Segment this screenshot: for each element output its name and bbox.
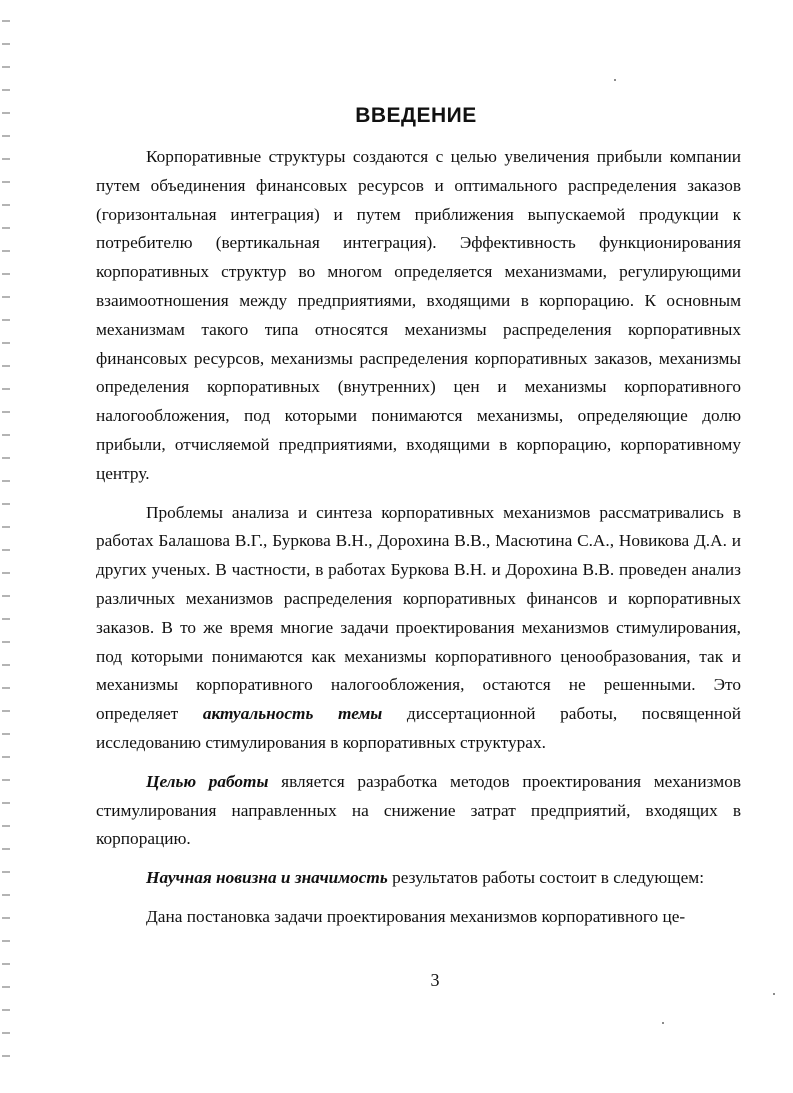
goal-emphasis: Целью работы	[146, 771, 269, 791]
scan-speck	[662, 1022, 664, 1024]
paragraph-relevance-tail: диссертационной работы, посвященной исследованию стимулирования в корпоративных структурах.	[96, 704, 742, 752]
paragraph-intro: Корпоративные структуры создаются с целью увеличения прибыли компании путем объединения финансовых ресурсов и оптимального распределения заказов (горизонтальная интеграция) и путем приближения выпускаемой продукции к потребителю (вертикальная интеграция). Эффективность функционирования корпоративных структур во многом определяется механизмами, регулирующими взаимоотношения между предприятиями, входящими в корпорацию. К основным механизмам такого типа относятся механизмы распределения корпоративных финансовых ресурсов, механизмы распределения корпоративных заказов, механизмы определения корпоративных (внутренних) цен и механизмы корпоративного налогообложения, под которыми понимаются механизмы, определяющие долю прибыли, отчисляемой предприятиями, входящими в корпорацию, корпоративному центру.	[96, 147, 741, 483]
paragraph-novelty	[96, 864, 741, 893]
page-title: ВВЕДЕНИЕ	[355, 104, 477, 127]
page-number: 3	[430, 970, 440, 990]
paragraph-goal	[96, 768, 741, 854]
novelty-emphasis: Научная новизна и значимость	[146, 868, 388, 888]
paragraph-goal-tail: является разработка методов проектирования механизмов стимулирования направленных на снижение затрат предприятий, входящих в корпорацию.	[96, 771, 741, 849]
scan-speck	[614, 79, 616, 81]
scan-margin-artifacts	[2, 20, 10, 1070]
paragraph-novelty-tail: результатов работы состоит в следующем:	[387, 868, 705, 888]
relevance-emphasis: актуальность темы	[202, 704, 383, 724]
body-text	[96, 143, 741, 932]
paragraph-relevance	[96, 499, 741, 758]
scan-speck	[773, 993, 775, 995]
paragraph-relevance-text: Проблемы анализа и синтеза корпоративных механизмов рассматривались в работах Балашова В.Г., Буркова В.Н., Дорохина В.В., Масютина С.А., Новикова Д.А. и других ученых. В частности, в работах Буркова В.Н. и Дорохина В.В. проведен анализ различных механизмов распределения корпоративных финансов и корпоративных заказов. В то же время многие задачи проектирования механизмов стимулирования, под которыми понимаются как механизмы корпоративного ценообразования, так и механизмы корпоративного налогообложения, остаются не решенными. Это определяет	[96, 502, 741, 724]
paragraph-statement: Дана постановка задачи проектирования механизмов корпоративного це-	[146, 906, 686, 926]
